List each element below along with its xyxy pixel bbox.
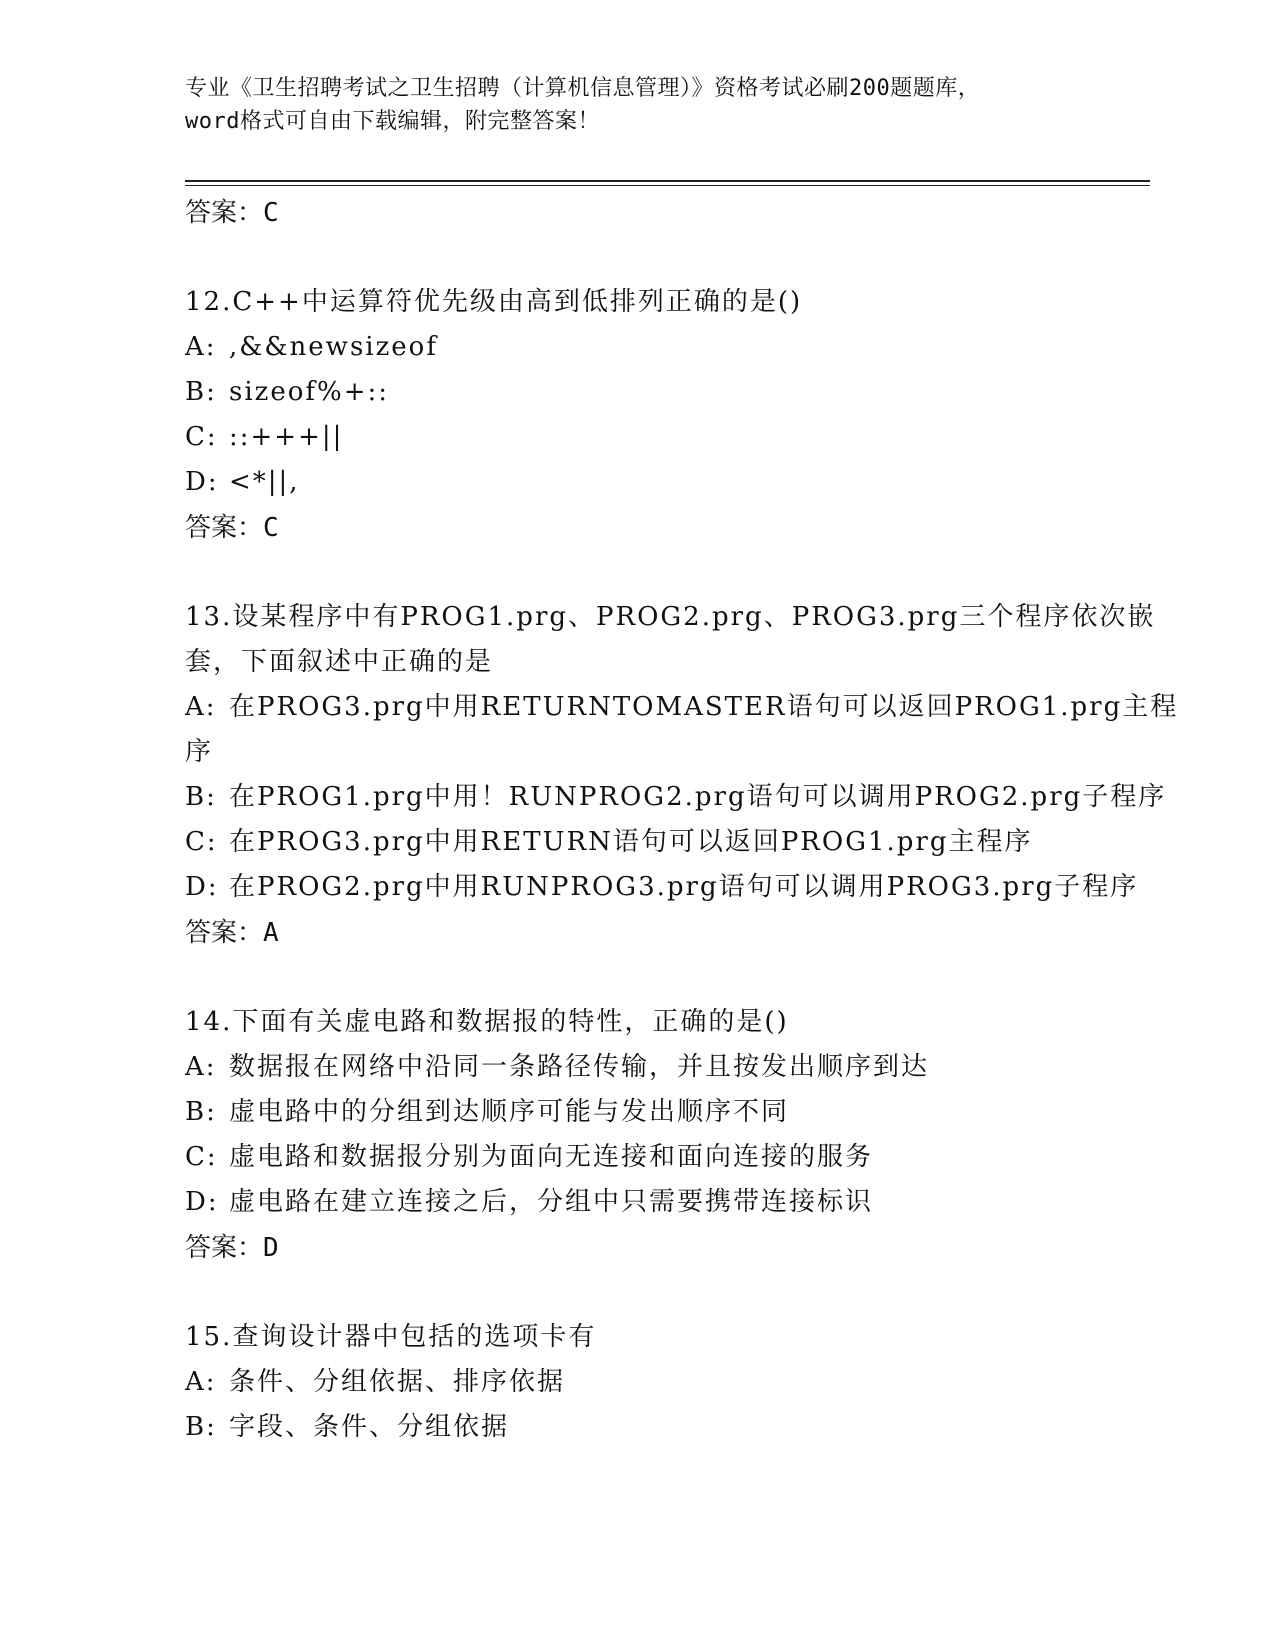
question-stem: 14.下面有关虚电路和数据报的特性，正确的是() bbox=[185, 1007, 789, 1037]
option-b bbox=[185, 775, 1167, 820]
question-14 bbox=[185, 1000, 1085, 1271]
header-line-2: word格式可自由下载编辑，附完整答案！ bbox=[185, 109, 600, 134]
option-label: C: bbox=[185, 422, 218, 452]
option-label: D: bbox=[185, 1187, 219, 1217]
question-list bbox=[185, 190, 1179, 1450]
question-stem: 12.C++中运算符优先级由高到低排列正确的是() bbox=[185, 287, 803, 317]
question-12 bbox=[185, 280, 1085, 551]
option-label: B: bbox=[185, 1412, 217, 1442]
option-c bbox=[185, 820, 1085, 865]
option-b bbox=[185, 370, 1085, 415]
option-text: 在PROG2.prg中用RUNPROG3.prg语句可以调用PROG3.prg子程序 bbox=[229, 872, 1139, 902]
option-label: C: bbox=[185, 827, 218, 857]
answer-line: 答案：D bbox=[185, 1233, 279, 1263]
header-divider-thick bbox=[185, 180, 1150, 182]
option-label: B: bbox=[185, 1097, 217, 1127]
option-label: C: bbox=[185, 1142, 218, 1172]
option-text: 数据报在网络中沿同一条路径传输，并且按发出顺序到达 bbox=[229, 1052, 930, 1082]
option-d bbox=[185, 865, 1139, 910]
option-text: 在PROG1.prg中用！RUNPROG2.prg语句可以调用PROG2.prg子程序 bbox=[229, 782, 1167, 812]
option-text: ::+++|| bbox=[229, 422, 344, 452]
option-text: ,&&newsizeof bbox=[229, 332, 438, 362]
option-text: 在PROG3.prg中用RETURNTOMASTER语句可以返回PROG1.prg主程 bbox=[229, 692, 1179, 722]
option-label: D: bbox=[185, 467, 219, 497]
option-text: 在PROG3.prg中用RETURN语句可以返回PROG1.prg主程序 bbox=[229, 827, 1033, 857]
option-a-continued: 序 bbox=[185, 737, 214, 767]
header-line-1: 专业《卫生招聘考试之卫生招聘（计算机信息管理）》资格考试必刷200题题库， bbox=[185, 76, 981, 101]
option-c bbox=[185, 1135, 1085, 1180]
question-stem: 13.设某程序中有PROG1.prg、PROG2.prg、PROG3.prg三个程序依次嵌 bbox=[185, 602, 1156, 632]
option-text: 字段、条件、分组依据 bbox=[229, 1412, 510, 1442]
question-13 bbox=[185, 595, 1179, 956]
option-text: sizeof%+:: bbox=[229, 377, 390, 407]
option-text: <*||, bbox=[229, 467, 300, 497]
option-c bbox=[185, 415, 1085, 460]
option-text: 条件、分组依据、排序依据 bbox=[229, 1367, 566, 1397]
option-label: D: bbox=[185, 872, 219, 902]
question-stem: 15.查询设计器中包括的选项卡有 bbox=[185, 1322, 597, 1352]
option-label: B: bbox=[185, 782, 217, 812]
option-a bbox=[185, 1360, 1085, 1405]
page-header bbox=[185, 72, 1105, 138]
option-text: 虚电路中的分组到达顺序可能与发出顺序不同 bbox=[229, 1097, 790, 1127]
option-a bbox=[185, 1045, 1085, 1090]
answer-line: 答案：C bbox=[185, 513, 279, 543]
question-15 bbox=[185, 1315, 1085, 1450]
option-d bbox=[185, 1180, 1085, 1225]
option-a bbox=[185, 325, 1085, 370]
option-label: B: bbox=[185, 377, 217, 407]
header-divider-thin bbox=[185, 185, 1150, 186]
option-label: A: bbox=[185, 332, 217, 362]
answer-line: 答案：C bbox=[185, 198, 279, 228]
option-text: 虚电路在建立连接之后，分组中只需要携带连接标识 bbox=[229, 1187, 874, 1217]
option-d bbox=[185, 460, 1085, 505]
question-stem-continued: 套，下面叙述中正确的是 bbox=[185, 647, 494, 677]
option-b bbox=[185, 1090, 1085, 1135]
answer-line: 答案：A bbox=[185, 918, 279, 948]
option-a bbox=[185, 685, 1179, 730]
option-label: A: bbox=[185, 1367, 217, 1397]
option-label: A: bbox=[185, 1052, 217, 1082]
option-label: A: bbox=[185, 692, 217, 722]
option-text: 虚电路和数据报分别为面向无连接和面向连接的服务 bbox=[229, 1142, 874, 1172]
option-b bbox=[185, 1405, 1085, 1450]
